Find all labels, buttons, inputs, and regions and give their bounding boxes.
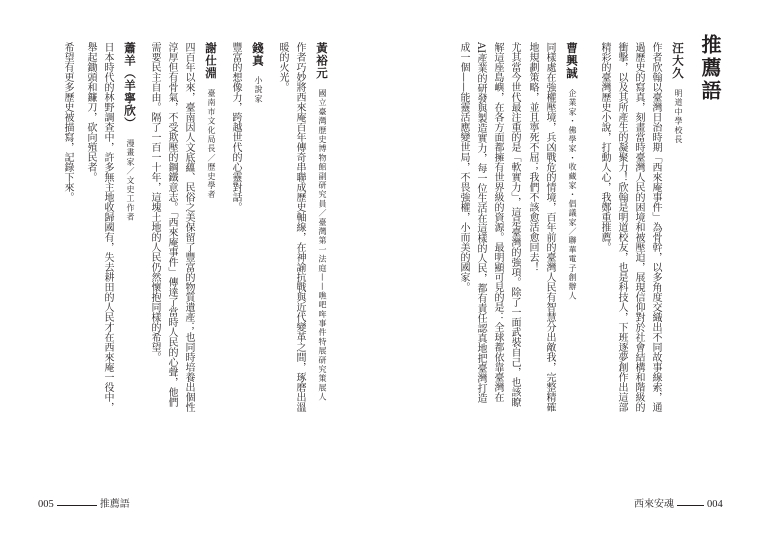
blurb-paragraph [596, 42, 664, 442]
blurb-xiao-yang [59, 42, 139, 442]
blurb-paragraph [274, 42, 308, 442]
recommender-name: 蕭羊（羊寧欣） [123, 42, 137, 130]
recommender-header [202, 42, 220, 442]
blurb-line: 衝擊，以及其所產生的凝聚力！欣翰是明道校友，也是科技人，下班逐夢創作出這部 [616, 42, 627, 412]
recommender-header [249, 42, 267, 442]
footer-rule [677, 505, 704, 506]
running-head: 推薦語 [99, 499, 130, 510]
recommender-header [121, 42, 139, 442]
blurb-line: 地規劃策略，並且寧死不屈；我們不該愈活愈回去！ [527, 42, 538, 272]
recommender-title: 國立臺灣歷史博物館副研究員／臺灣第一法庭——噍吧哖事件特展研究策展人 [318, 88, 327, 402]
blurb-line: 暖的火光。 [277, 42, 288, 92]
blurb-paragraph [82, 42, 116, 442]
blurb-wang-da-jiu [596, 42, 687, 442]
blurb-line: 日本時代的林野調查中，許多無主地收歸國有，失去耕田的人民才在西來庵一役中， [102, 42, 113, 412]
blurb-paragraph [455, 42, 523, 442]
page-footer [634, 499, 723, 511]
blurb-paragraph [59, 42, 76, 442]
blurb-line: 過歷史的寫真，刻畫當時臺灣人民的困境和被壓迫，展現信仰對於社會結構和階級的 [633, 42, 644, 412]
recommendations-flow [455, 42, 687, 442]
blurb-cao-xing-cheng [455, 42, 581, 442]
blurb-line: 舉起鋤頭和鐮刀，砍向殖民者。 [85, 42, 96, 182]
blurb-line: 希望有更多歷史被描寫，記錄下來。 [62, 42, 73, 202]
blurb-line: 成一個——能靈活應變世局，不畏強權，小而美的國家。 [458, 42, 469, 292]
recommender-header [669, 42, 687, 442]
blurb-line: 作者欣翰以臺灣日治時期「西來庵事件」為骨幹，以多角度交織出不同故事線索，通 [650, 42, 661, 412]
recommender-title: 小說家 [254, 76, 263, 104]
blurb-paragraph [227, 42, 244, 442]
blurb-huang-yu-yuan [274, 42, 331, 442]
recommender-name: 曹興誠 [565, 42, 579, 80]
recommender-title: 企業家・佛學家・收藏家・倡議家／聯華電子創辦人 [568, 88, 577, 301]
recommender-title: 明道中學校長 [674, 88, 683, 144]
recommender-name: 黃裕元 [315, 42, 329, 80]
blurb-line: 解這座島嶼，在各方面都擁有世界級的資源。最明顯可見的是：全球都依靠臺灣在 [492, 42, 503, 402]
page-footer [38, 499, 130, 511]
recommender-name: 錢真 [251, 42, 265, 67]
page-number: 004 [707, 499, 723, 510]
blurb-xie-shi-yuan [146, 42, 220, 442]
blurb-line: 同樣處在強權壓境，兵凶戰危的情境，百年前的臺灣人民有智慧分出敵我，完整精確 [544, 42, 555, 412]
recommender-name: 謝仕淵 [204, 42, 218, 80]
blurb-line: 精彩的臺灣歷史小說，打動人心，我鄭重推薦。 [599, 42, 610, 252]
blurb-line: 淳厚但有骨氣，不受欺壓的鋼鐵意志。「西來庵事件」傳達了當時人民的心聲，他們 [166, 42, 177, 407]
recommendations-flow [59, 42, 331, 442]
running-head: 西來安魂 [634, 499, 674, 510]
right-page [384, 0, 768, 545]
blurb-line: 尤其當今世代最注重的是「軟實力」，這是臺灣的強項。除了一面武裝自己，也該瞭 [509, 42, 520, 407]
blurb-qian-zhen [227, 42, 267, 442]
blurb-line: 豐富的想像力，跨越世代的心靈對話。 [230, 42, 241, 212]
recommender-header [563, 42, 581, 442]
recommender-title: 漫畫家／文史工作者 [126, 138, 135, 222]
recommender-name: 汪大久 [671, 42, 685, 80]
page-heading: 推薦語 [698, 34, 722, 103]
recommender-title: 臺南市文化局長／歷史學者 [207, 88, 216, 199]
blurb-line: 需要民主自由。隔了一百一十年，這塊土地的人民仍然懷抱同樣的希望。 [149, 42, 160, 362]
blurb-line: 四百年以來，臺南因人文底蘊、民俗之美保留了豐富的物質遺產；也同時培養出個性 [183, 42, 194, 412]
blurb-line: AI產業的研發與製造實力，每一位生活在這樣的人民，都有責任認真地把臺灣打造 [475, 42, 486, 404]
footer-rule [57, 505, 97, 506]
recommender-header [313, 42, 331, 442]
blurb-line: 作者巧妙將西來庵百年傳奇串聯成歷史軸線，在神諭抗戰與近代變革之間，琢磨出溫 [294, 42, 305, 412]
blurb-paragraph [146, 42, 197, 442]
blurb-paragraph [524, 42, 558, 442]
page-number: 005 [38, 499, 54, 510]
